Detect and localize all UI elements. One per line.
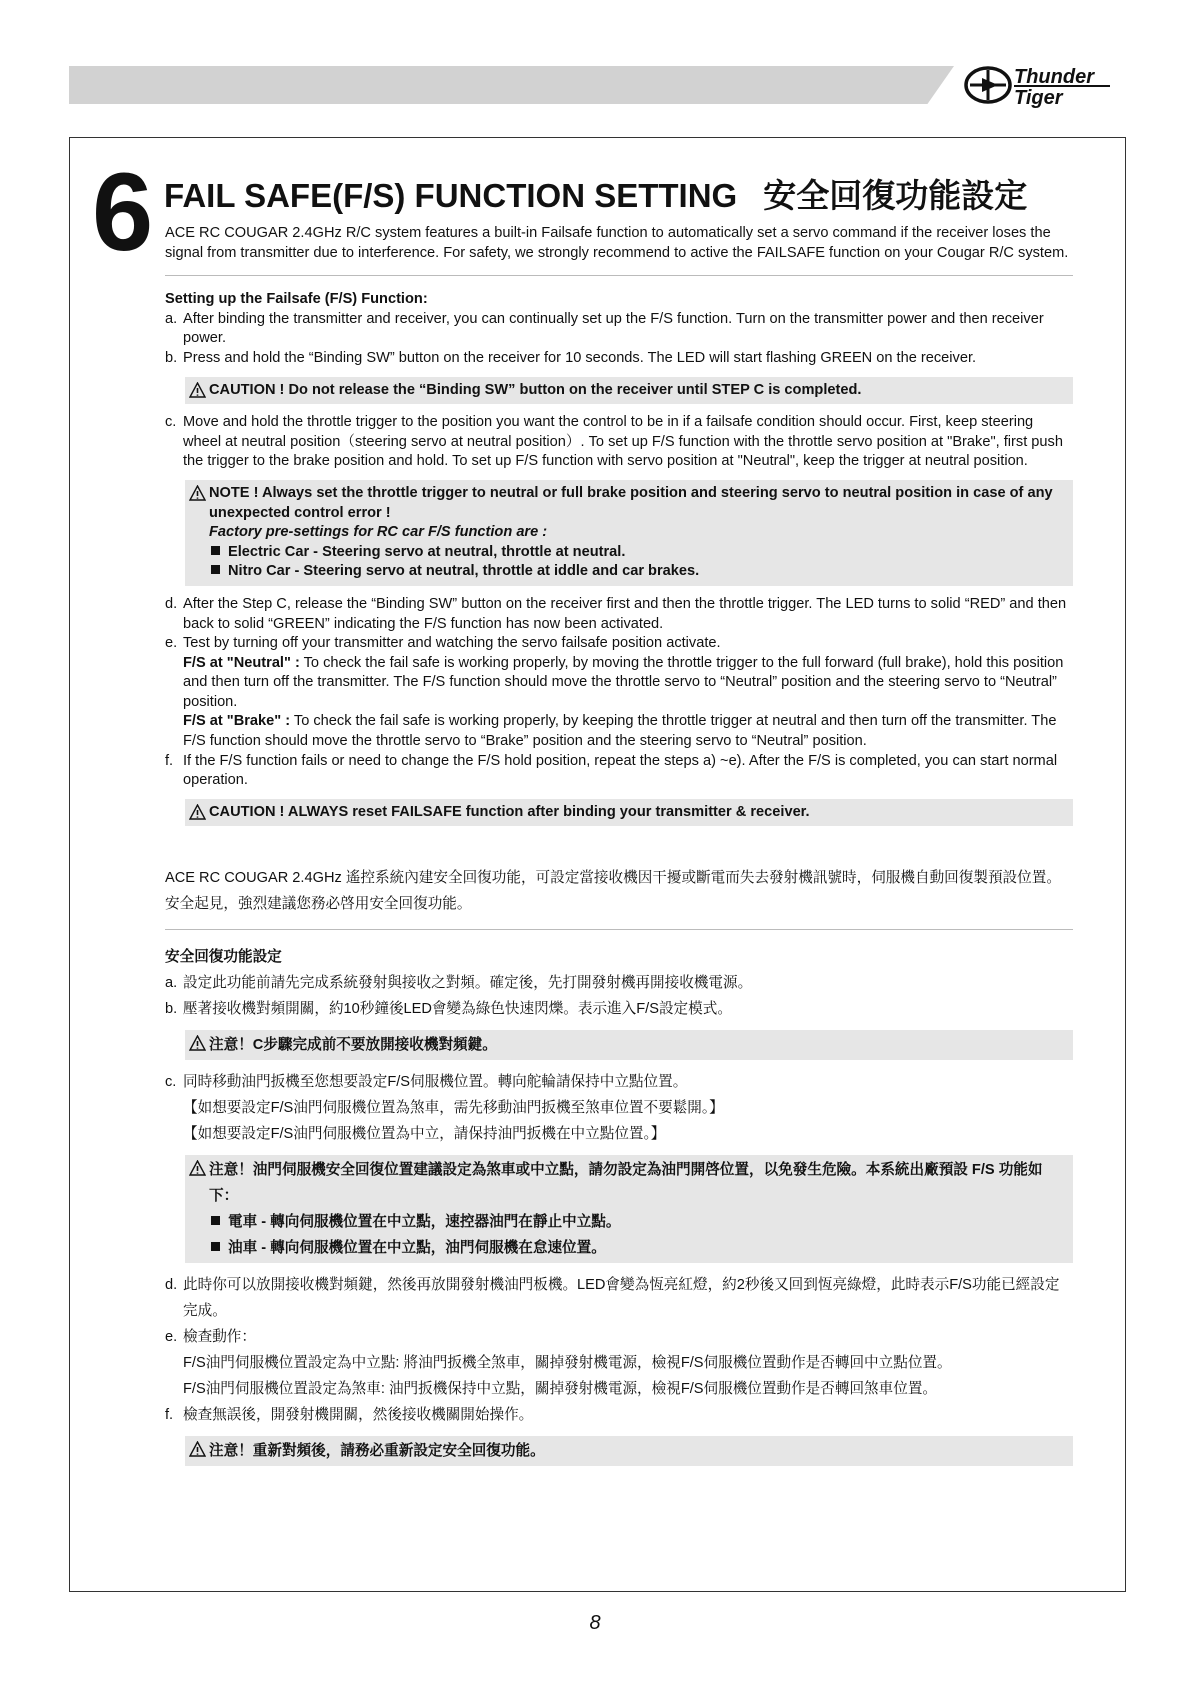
cn-step-b: b. 壓著接收機對頻開關，約10秒鐘後LED會變為綠色快速閃爍。表示進入F/S設定模式。 [165,1001,732,1018]
page-number: 8 [589,1612,601,1634]
cn-step-e: e. 檢查動作： [165,1329,256,1346]
section-number: 6 [92,151,152,274]
cn-step-d: d. 此時你可以放開接收機對頻鍵，然後再放開發射機油門板機。LED會變為恆亮紅燈，約2秒後又回到恆亮綠燈，此時表示F/S功能已經設定完成。 [165,1277,1060,1320]
cn-caution-2: 注意！重新對頻後，請務必重新設定安全回復功能。 [185,1436,1073,1466]
title-en: FAIL SAFE(F/S) FUNCTION SETTING [164,177,738,214]
cn-step-f: f. 檢查無誤後，開發射機開關，然後接收機關開始操作。 [165,1407,534,1424]
note-item-electric: Electric Car - Steering servo at neutral, throttle at neutral. [209,543,1063,563]
en-step-c: c. Move and hold the throttle trigger to the position you want the control to be in if a failsafe condition should occur. First, keep steering wheel at neutral position（steering servo at neutral position）. To set up F/S function with the throttle servo position at "Brake", first push the trigger to the brake position and hold. To set up F/S function with servo position at "Neutral", keep the trigger at neutral position. [165,414,1063,470]
en-fs-brake: F/S at "Brake" : To check the fail safe is working properly, by keeping the throttle trigger at neutral and then turn off the transmitter. The F/S function should move the throttle servo to “Brake” position and the steering servo to “Neutral” position. [183,713,1057,750]
cn-step-e-line3: F/S油門伺服機位置設定為煞車: 油門扳機保持中立點，關掉發射機電源，檢視F/S伺服機位置動作是否轉回煞車位置。 [183,1381,938,1398]
cn-note [185,1155,1073,1263]
section-title [164,170,1027,217]
cn-step-c-line3: 【如想要設定F/S油門伺服機位置為中立，請保持油門扳機在中立點位置。】 [183,1126,666,1143]
warning-icon [189,382,206,398]
en-fs-neutral: F/S at "Neutral" : To check the fail safe is working properly, by moving the throttle trigger to the full forward (full brake), hold this position and then turn off the transmitter. The F/S function should move the throttle servo to “Neutral” position and the steering servo to “Neutral” position. [183,654,1064,710]
note-factory: Factory pre-settings for RC car F/S function are : [209,524,548,541]
cn-note-item-electric: 電車 - 轉向伺服機位置在中立點，速控器油門在靜止中立點。 [209,1209,1063,1235]
warning-icon [189,804,206,820]
cn-step-c-line2: 【如想要設定F/S油門伺服機位置為煞車，需先移動油門扳機至煞車位置不要鬆開。】 [183,1100,724,1117]
en-step-a: a. After binding the transmitter and receiver, you can continually set up the F/S function. Turn on the transmitter power and then receiver power. [165,310,1044,347]
cn-step-e-line2: F/S油門伺服機位置設定為中立點: 將油門扳機全煞車，關掉發射機電源，檢視F/S伺服機位置動作是否轉回中立點位置。 [183,1355,952,1372]
cn-step-c: c. 同時移動油門扳機至您想要設定F/S伺服機位置。轉向舵輪請保持中立點位置。 [165,1074,688,1091]
cn-step-a: a. 設定此功能前請先完成系統發射與接收之對頻。確定後，先打開發射機再開接收機電源。 [165,975,753,992]
warning-icon [189,485,206,501]
en-step-e: e. Test by turning off your transmitter and watching the servo failsafe position activate. [165,635,721,652]
bullet-square-icon [211,565,220,574]
cn-subhead: 安全回復功能設定 [165,949,282,966]
bullet-square-icon [211,1216,220,1225]
logo-line2: Tiger [1014,87,1063,109]
en-caution-2: CAUTION ! ALWAYS reset FAILSAFE function after binding your transmitter & receiver. [185,799,1073,827]
en-caution-1: CAUTION ! Do not release the “Binding SW” button on the receiver until STEP C is completed. [185,377,1073,405]
page-content [165,224,1073,1475]
en-subhead: Setting up the Failsafe (F/S) Function: [165,291,428,308]
note-main: NOTE ! Always set the throttle trigger to neutral or full brake position and steering servo to neutral position in case of any unexpected control error ! [209,484,1053,521]
cn-caution-1: 注意！C步驟完成前不要放開接收機對頻鍵。 [185,1030,1073,1060]
en-intro: ACE RC COUGAR 2.4GHz R/C system features a built-in Failsafe function to automatically set a servo command if the receiver loses the signal from transmitter due to interference. For safety, we strongly recommend to active the FAILSAFE function on your Cougar R/C system. [165,225,1069,261]
logo-line1: Thunder [1014,66,1094,88]
cn-intro: ACE RC COUGAR 2.4GHz 遙控系統內建安全回復功能，可設定當接收機因干擾或斷電而失去發射機訊號時，伺服機自動回復製預設位置。安全起見，強烈建議您務必啓用安全回復功能。 [165,870,1061,913]
header-bar [69,66,954,104]
warning-icon [189,1441,206,1457]
en-note [185,480,1073,586]
en-step-d: d. After the Step C, release the “Binding SW” button on the receiver first and then the throttle trigger. The LED turns to solid “RED” and then back to solid “GREEN” indicating the F/S function has now been activated. [165,595,1067,632]
en-step-b: b. Press and hold the “Binding SW” button on the receiver for 10 seconds. The LED will start flashing GREEN on the receiver. [165,349,977,366]
en-step-f: f. If the F/S function fails or need to change the F/S hold position, repeat the steps a) ~e). After the F/S is completed, you can start normal operation. [165,752,1058,789]
bullet-square-icon [211,1242,220,1251]
note-item-nitro: Nitro Car - Steering servo at neutral, throttle at iddle and car brakes. [209,562,1063,582]
cn-note-item-nitro: 油車 - 轉向伺服機位置在中立點，油門伺服機在怠速位置。 [209,1235,1063,1261]
divider [165,929,1073,930]
divider [165,275,1073,276]
thunder-tiger-logo [960,60,1130,110]
warning-icon [189,1035,206,1051]
warning-icon [189,1160,206,1176]
bullet-square-icon [211,546,220,555]
cn-note-main: 注意！油門伺服機安全回復位置建議設定為煞車或中立點，請勿設定為油門開啓位置，以免發生危險。本系統出廠預設 F/S 功能如下： [209,1162,1043,1205]
cn-section [165,865,1073,1466]
title-cn: 安全回復功能設定 [763,177,1028,214]
